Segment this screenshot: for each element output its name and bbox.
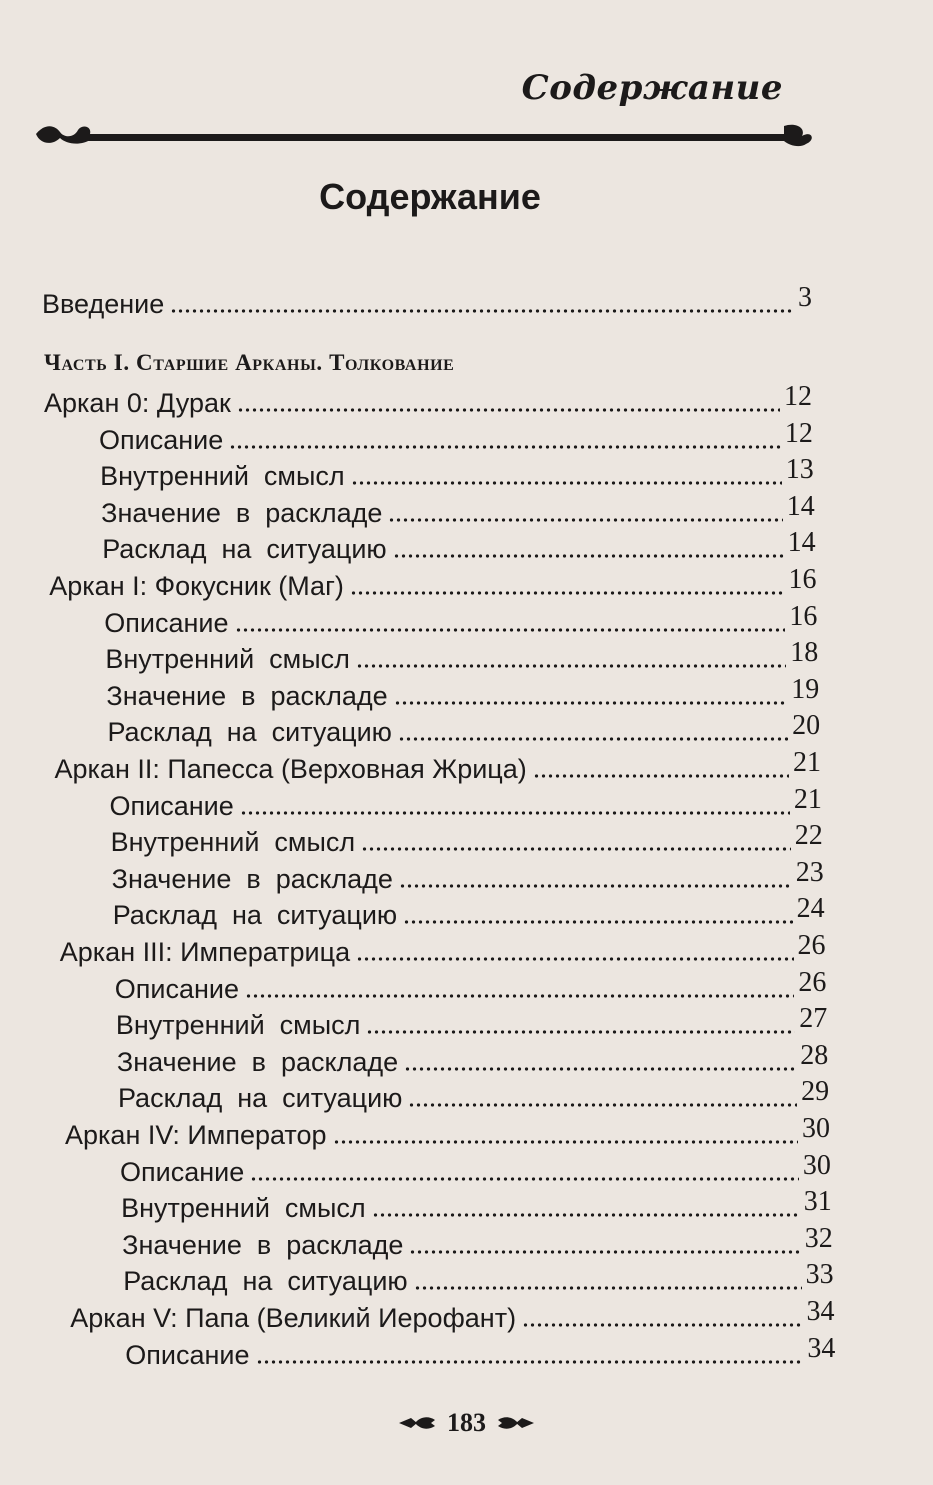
leader-dots <box>388 518 782 522</box>
toc-entry-label: Значение в раскладе <box>122 1229 404 1260</box>
toc-entry-page: 28 <box>800 1039 829 1071</box>
leader-dots <box>409 1250 800 1254</box>
leader-dots <box>350 591 785 595</box>
toc-entry-page: 19 <box>791 673 820 705</box>
toc-entry-page: 33 <box>805 1259 834 1291</box>
toc-entry-page: 16 <box>789 600 818 632</box>
toc-entry-label: Аркан II: Папесса (Верховная Жрица) <box>54 754 527 784</box>
toc-entry-page: 26 <box>797 930 826 961</box>
page-number: 183 <box>447 1408 486 1437</box>
toc-entry-page: 14 <box>787 527 816 559</box>
toc-entry-arcana <box>65 1113 830 1151</box>
toc-entry-subsection <box>112 893 825 931</box>
toc-entry-subsection <box>122 1222 833 1261</box>
toc-entry-page: 27 <box>799 1003 828 1035</box>
toc-entry-page: 18 <box>790 637 819 669</box>
toc-entry-label: Значение в раскладе <box>111 863 393 894</box>
toc-entry-page: 32 <box>804 1222 833 1254</box>
toc-entry-subsection <box>116 1039 829 1078</box>
leader-dots <box>393 554 784 558</box>
toc-entry-label: Внутренний смысл <box>100 461 345 492</box>
toc-entry-label: Значение в раскладе <box>106 680 388 711</box>
toc-entry-label: Аркан III: Императрица <box>59 937 351 967</box>
toc-entry-arcana <box>54 747 822 785</box>
toc-entry-subsection <box>125 1332 836 1371</box>
toc-entry-page: 34 <box>807 1332 836 1364</box>
leader-dots <box>408 1103 797 1107</box>
toc-entry-subsection <box>100 454 814 492</box>
toc-entry-subsection <box>123 1259 834 1297</box>
toc-entry-page: 30 <box>802 1149 831 1181</box>
leader-dots <box>229 445 781 449</box>
toc-entry-page: 31 <box>803 1186 832 1218</box>
toc-entry-page: 12 <box>784 417 813 449</box>
toc-entry-label: Аркан 0: Дурак <box>44 388 231 418</box>
toc-entry-label: Внутренний смысл <box>115 1010 361 1041</box>
toc-entry-page: 34 <box>806 1296 835 1327</box>
toc-entry-subsection <box>117 1076 830 1114</box>
toc-entry-label: Описание <box>104 607 229 638</box>
toc-entry-subsection <box>104 600 818 639</box>
toc-entry-page: 24 <box>796 893 825 925</box>
part-heading: Часть I. Старшие Арканы. Толкование <box>44 350 455 375</box>
toc-entry-page: 3 <box>798 282 812 313</box>
toc-entry-label: Введение <box>42 289 165 319</box>
toc-entry-subsection <box>111 856 824 895</box>
page-footer <box>0 1408 933 1438</box>
leader-dots <box>398 737 788 741</box>
leader-dots <box>356 664 786 668</box>
leader-dots <box>361 847 791 851</box>
toc-entry-label: Расклад на ситуацию <box>112 900 398 931</box>
leader-dots <box>333 1140 798 1144</box>
toc-entry-label: Расклад на ситуацию <box>117 1083 403 1114</box>
toc-entry-page: 20 <box>792 710 821 742</box>
toc-entry-subsection <box>107 710 821 748</box>
toc-entry-subsection <box>101 490 815 529</box>
leader-dots <box>250 1177 799 1181</box>
toc-entry-page: 21 <box>793 747 821 778</box>
toc-entry-page: 13 <box>785 454 814 486</box>
leader-dots <box>240 811 790 815</box>
toc-entry-label: Аркан I: Фокусник (Маг) <box>49 571 344 601</box>
leader-dots <box>170 309 794 313</box>
toc-entry-page: 23 <box>795 856 824 888</box>
toc-entry-label: Описание <box>125 1339 250 1370</box>
toc-entry-label: Значение в раскладе <box>101 497 383 528</box>
toc-entry-label: Аркан V: Папа (Великий Иерофант) <box>70 1303 517 1333</box>
leader-dots <box>356 957 793 961</box>
toc-entry-subsection <box>106 673 820 712</box>
toc-entry-page: 22 <box>794 820 823 852</box>
toc-entry-label: Описание <box>120 1156 245 1187</box>
leader-dots <box>522 1323 802 1327</box>
toc-entry-label: Расклад на ситуацию <box>102 534 387 565</box>
toc-entry-subsection <box>99 417 813 456</box>
leader-dots <box>533 774 789 778</box>
leader-dots <box>414 1286 802 1290</box>
leader-dots <box>399 884 792 888</box>
toc-entry-page: 26 <box>798 966 827 998</box>
toc-entry-label: Расклад на ситуацию <box>123 1266 408 1297</box>
leader-dots <box>404 1067 796 1071</box>
toc-entry-arcana <box>70 1296 835 1334</box>
toc-entry-label: Описание <box>109 790 234 821</box>
toc-entry-label: Расклад на ситуацию <box>107 717 392 748</box>
leader-dots <box>245 994 794 998</box>
leader-dots <box>237 408 780 412</box>
toc-entry-arcana <box>44 381 812 419</box>
toc-entry-label: Внутренний смысл <box>105 644 350 675</box>
leader-dots <box>372 1213 800 1217</box>
toc-entry-subsection <box>121 1186 832 1224</box>
toc-entry-page: 12 <box>784 381 812 412</box>
leader-dots <box>235 628 786 632</box>
toc-entry-arcana <box>59 930 826 968</box>
toc-entry-label: Внутренний смысл <box>110 827 356 858</box>
toc-title: Содержание <box>319 176 541 217</box>
fleuron-icon <box>496 1414 536 1432</box>
toc-entry-label: Описание <box>114 973 240 1004</box>
running-head: Содержание <box>521 68 783 108</box>
toc-entry-label: Внутренний смысл <box>121 1193 366 1224</box>
leader-dots <box>403 920 792 924</box>
toc-entry-page: 30 <box>802 1113 830 1144</box>
toc-entry-subsection <box>114 966 827 1005</box>
toc-entry-page: 16 <box>788 564 817 595</box>
toc-entry-subsection <box>120 1149 831 1188</box>
toc-entry-subsection <box>105 637 819 675</box>
toc-entry-intro <box>42 282 812 320</box>
toc-entry-label: Аркан IV: Император <box>65 1120 327 1150</box>
toc-entry-arcana <box>49 564 817 602</box>
leader-dots <box>256 1360 804 1364</box>
toc-entry-page: 29 <box>801 1076 830 1108</box>
toc-entry-subsection <box>115 1003 828 1041</box>
leader-dots <box>351 481 782 485</box>
toc-entry-label: Описание <box>99 424 224 455</box>
toc-entry-subsection <box>102 527 816 565</box>
toc-entry-page: 14 <box>786 490 815 522</box>
toc-entry-subsection <box>110 820 823 858</box>
leader-dots <box>366 1030 795 1034</box>
toc-entry-page: 21 <box>793 783 822 815</box>
ornamental-rule-icon <box>30 116 820 156</box>
toc-entry-label: Значение в раскладе <box>116 1046 399 1077</box>
toc-entry-subsection <box>109 783 822 822</box>
leader-dots <box>394 701 788 705</box>
fleuron-icon <box>397 1414 437 1432</box>
